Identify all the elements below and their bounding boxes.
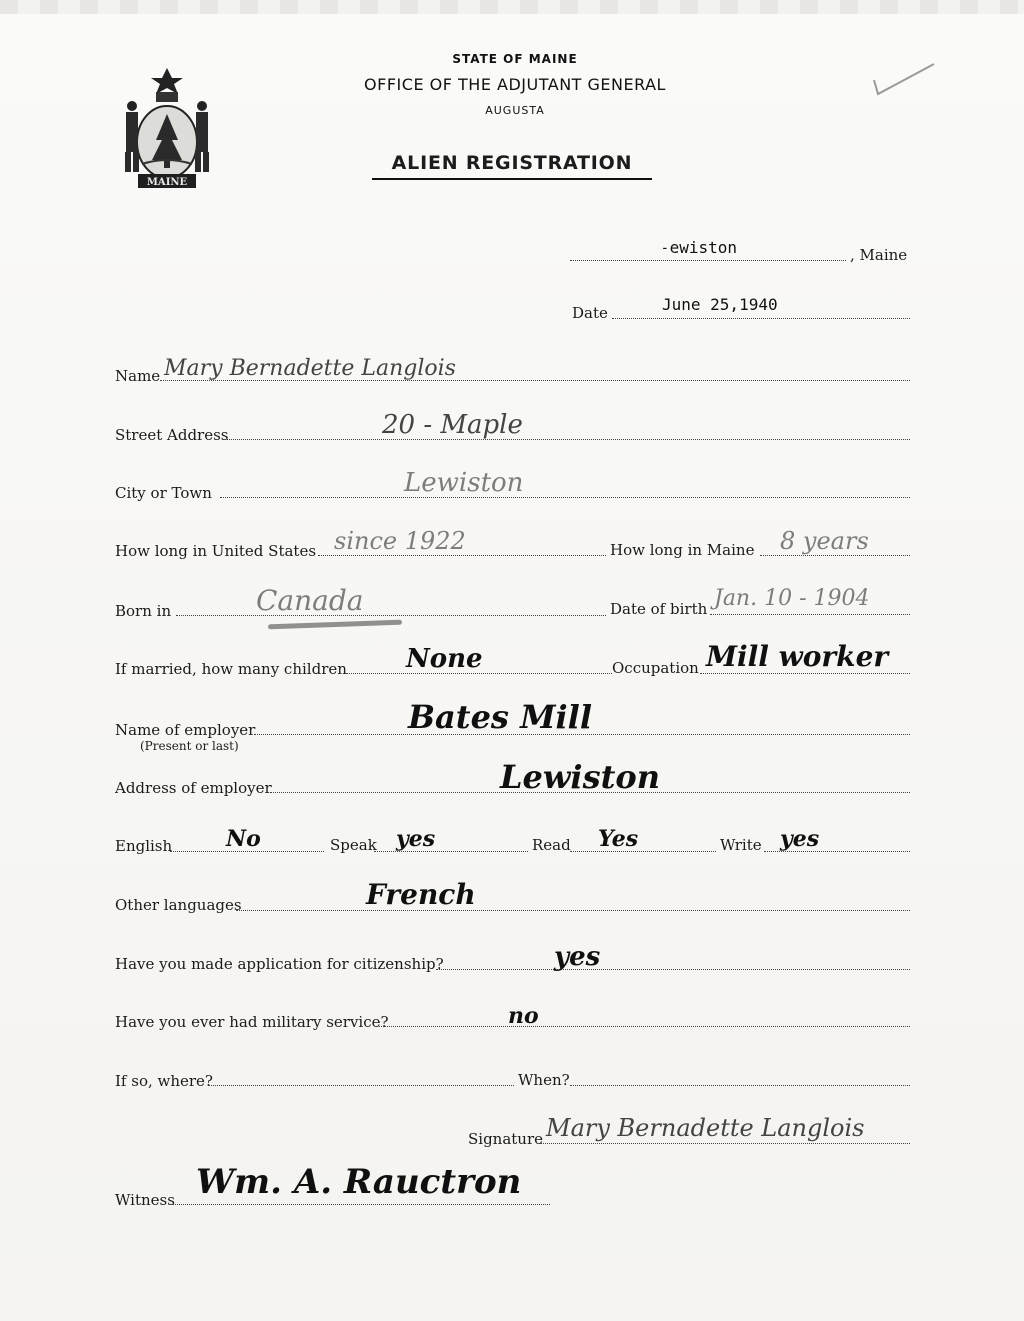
speak-value: yes [396, 826, 436, 852]
witness-label: Witness [115, 1191, 175, 1209]
name-label: Name [115, 367, 161, 385]
witness-value: Wm. A. Rauctron [196, 1162, 522, 1202]
header-city: AUGUSTA [485, 104, 545, 117]
name-value: Mary Bernadette Langlois [164, 356, 456, 381]
born-label: Born in [115, 602, 172, 620]
page-title: ALIEN REGISTRATION [372, 152, 652, 180]
military-label: Have you ever had military service? [115, 1013, 389, 1031]
occupation-value: Mill worker [706, 640, 889, 673]
state-of-maine-seal-icon [112, 64, 222, 192]
check-mark-icon [868, 60, 938, 100]
citizenship-line [436, 969, 910, 970]
write-label: Write [720, 836, 762, 854]
city-label: City or Town [115, 484, 212, 502]
employer-label: Name of employer [115, 721, 256, 739]
witness-line [172, 1204, 550, 1205]
scan-edge [0, 0, 1024, 14]
occupation-line [700, 673, 910, 674]
date-line [612, 318, 910, 319]
employer-sublabel: (Present or last) [140, 739, 239, 753]
dob-line [710, 614, 910, 615]
write-value: yes [780, 826, 820, 852]
place-typed: ˗ewiston [660, 238, 738, 257]
dob-value: Jan. 10 - 1904 [714, 586, 870, 611]
signature-line [540, 1143, 910, 1144]
read-value: Yes [598, 826, 639, 852]
citizenship-label: Have you made application for citizenship? [115, 955, 444, 973]
other-languages-value: French [366, 878, 476, 911]
date-typed: June 25,1940 [662, 295, 778, 314]
header-state: STATE OF MAINE [452, 52, 578, 66]
seal-banner-text: MAINE [146, 177, 188, 188]
military-value: no [508, 1003, 539, 1029]
maine-time-value: 8 years [780, 527, 869, 555]
when-label: When? [518, 1071, 570, 1089]
military-line [376, 1026, 910, 1027]
read-label: Read [532, 836, 571, 854]
street-line [225, 439, 910, 440]
city-line [220, 497, 910, 498]
english-label: English [115, 837, 173, 855]
city-value: Lewiston [404, 468, 524, 498]
place-suffix: , Maine [850, 246, 908, 264]
maine-time-label: How long in Maine [610, 541, 755, 559]
us-time-value: since 1922 [334, 527, 466, 555]
us-time-label: How long in United States [115, 542, 317, 560]
read-line [570, 851, 716, 852]
where-label: If so, where? [115, 1072, 213, 1090]
us-time-line [318, 555, 606, 556]
place-line [570, 260, 846, 261]
employer-address-label: Address of employer [115, 779, 272, 797]
where-line [208, 1085, 514, 1086]
when-line [570, 1085, 910, 1086]
born-line [176, 615, 606, 616]
street-value: 20 - Maple [382, 410, 523, 440]
speak-label: Speak [330, 836, 377, 854]
maine-time-line [760, 555, 910, 556]
other-languages-label: Other languages [115, 896, 242, 914]
children-value: None [406, 644, 483, 674]
occupation-label: Occupation [612, 659, 699, 677]
employer-value: Bates Mill [408, 698, 592, 736]
employer-address-value: Lewiston [500, 758, 660, 796]
born-value: Canada [256, 584, 364, 617]
other-languages-line [236, 910, 910, 911]
street-label: Street Address [115, 426, 229, 444]
header-office: OFFICE OF THE ADJUTANT GENERAL [364, 75, 666, 94]
dob-label: Date of birth [610, 600, 708, 618]
date-label: Date [572, 304, 608, 322]
signature-value: Mary Bernadette Langlois [546, 1114, 865, 1142]
signature-label: Signature [468, 1130, 544, 1148]
children-label: If married, how many children [115, 660, 347, 678]
pencil-underline [268, 620, 402, 630]
citizenship-value: yes [554, 942, 601, 972]
english-value: No [226, 826, 261, 852]
